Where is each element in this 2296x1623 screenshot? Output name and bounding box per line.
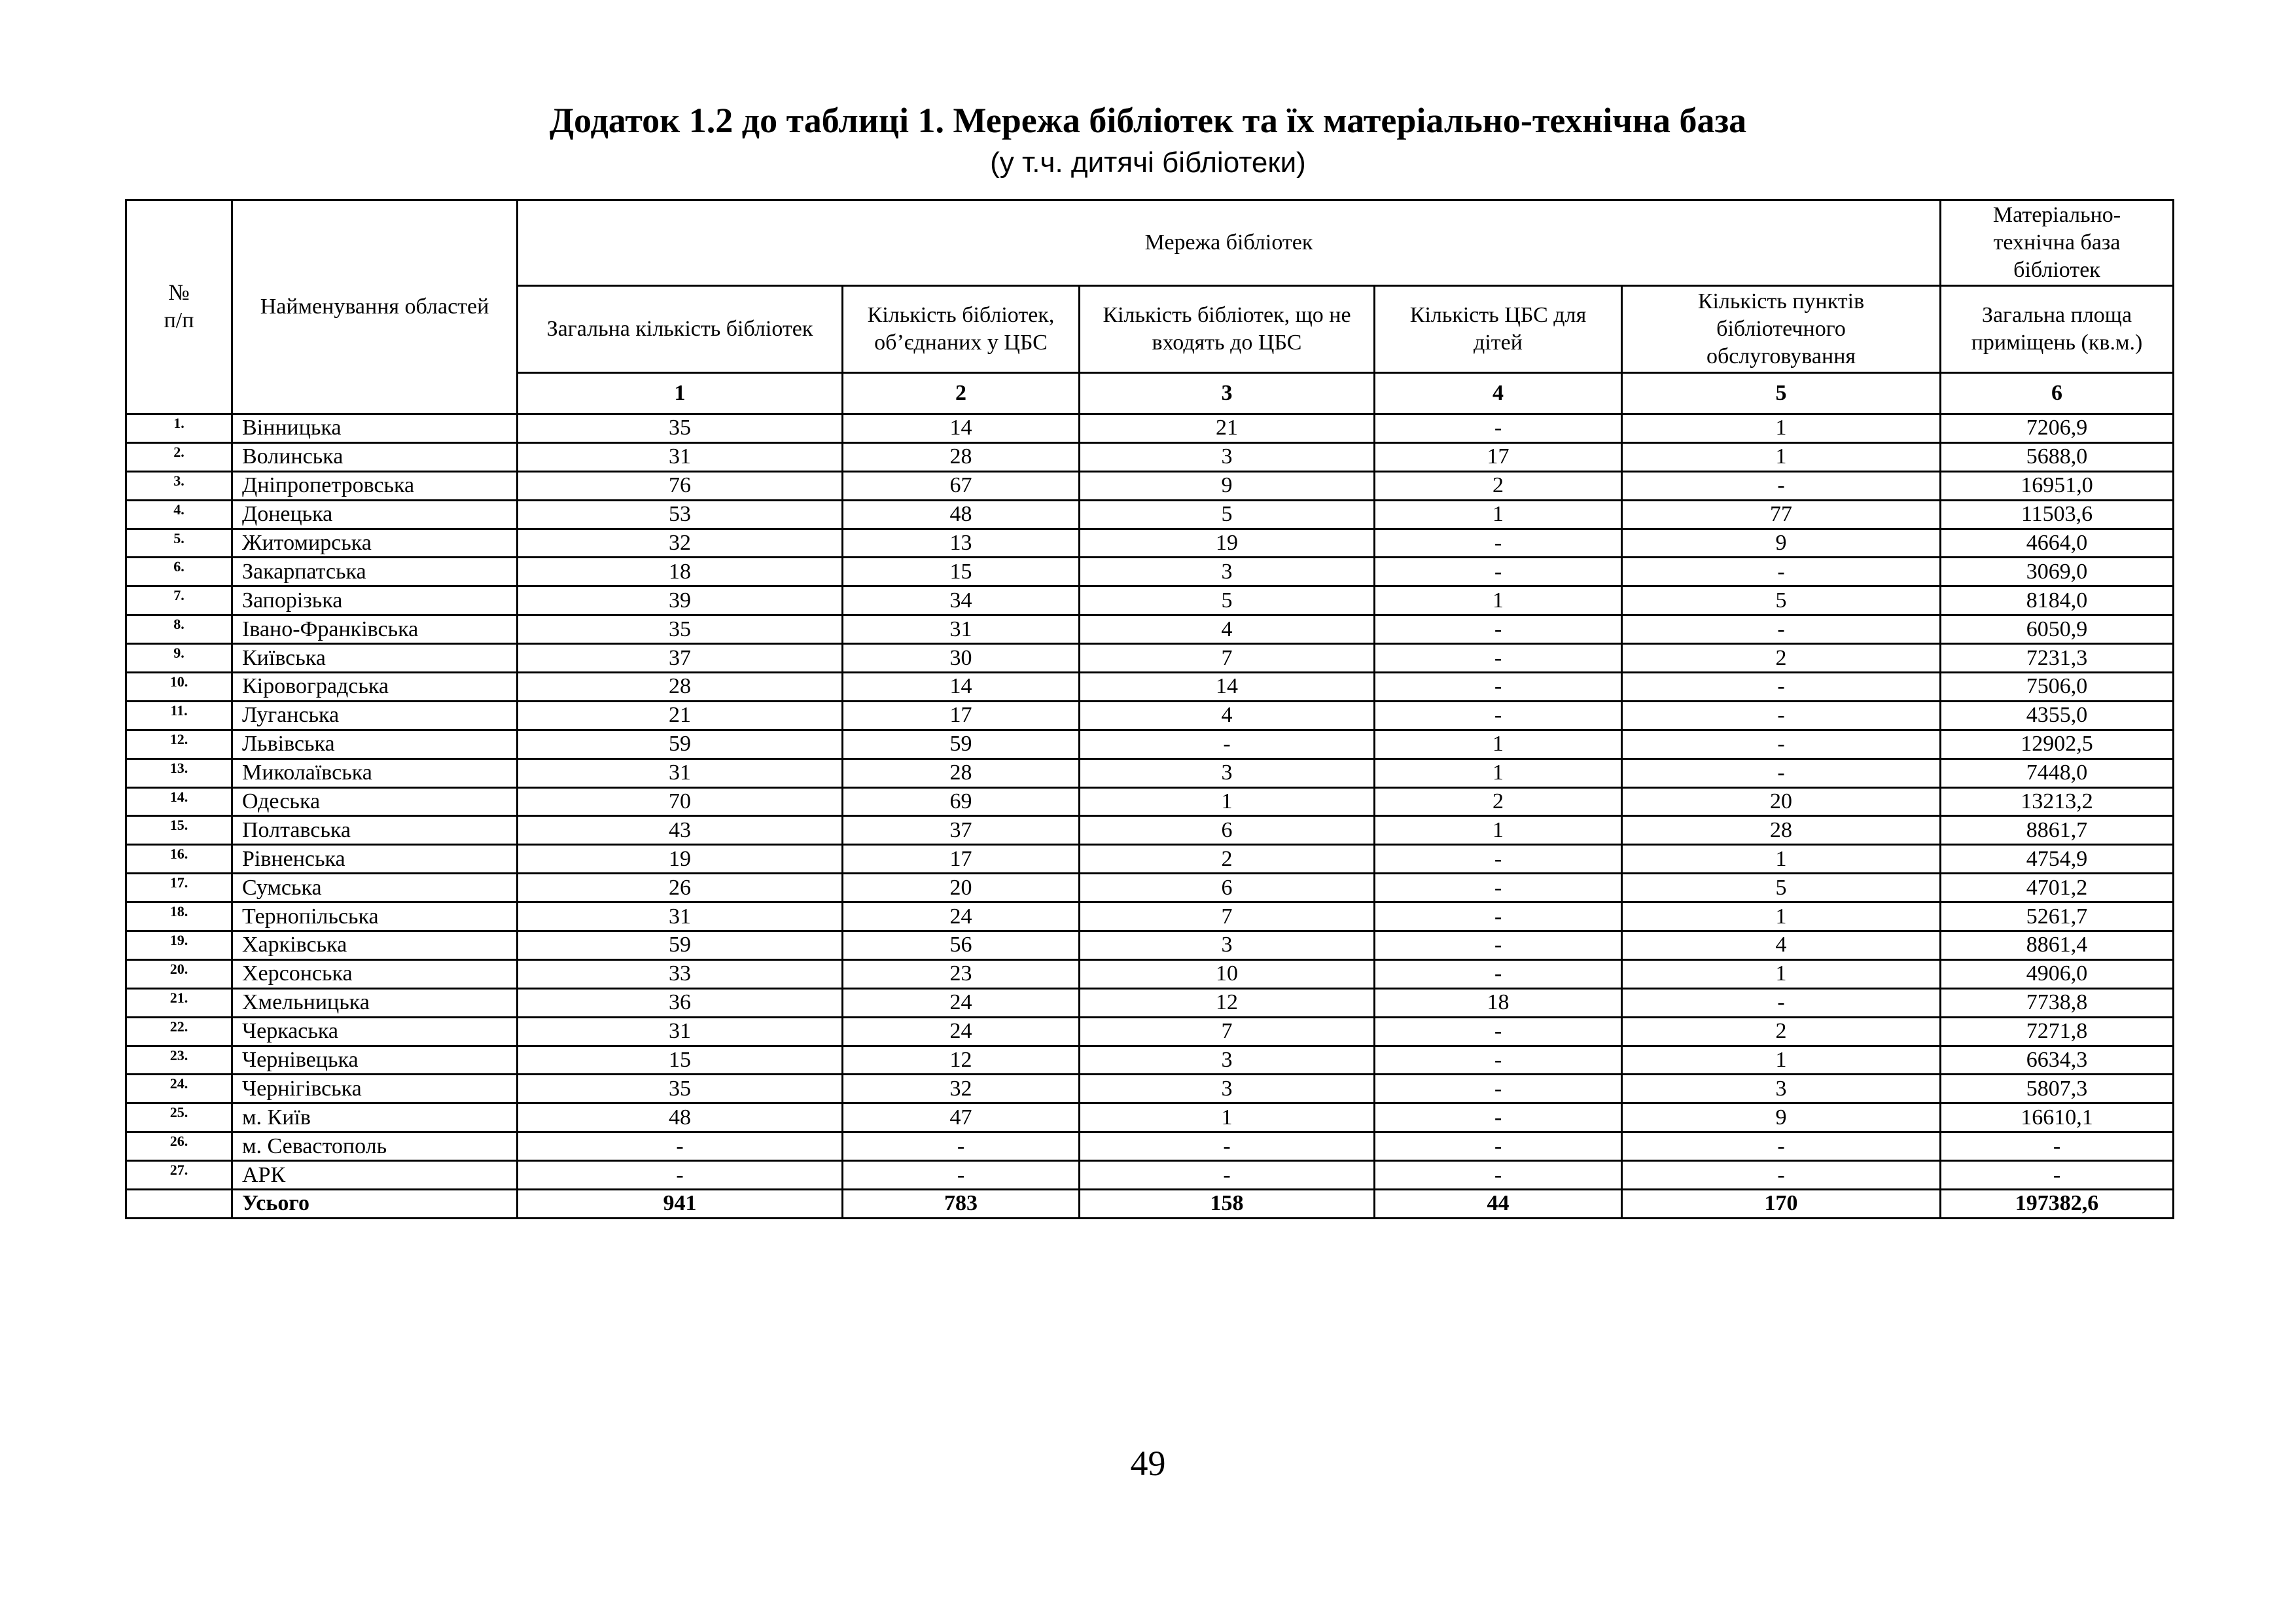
total-libraries-cell: 36 — [518, 988, 843, 1017]
libraries-in-cbs-cell: 14 — [843, 673, 1080, 702]
libraries-in-cbs-cell: 23 — [843, 959, 1080, 988]
libraries-outside-cbs-cell: 2 — [1080, 845, 1375, 874]
total-row — [126, 1190, 2174, 1219]
libraries-outside-cbs-cell: - — [1080, 730, 1375, 758]
total-libraries-cell: 70 — [518, 787, 843, 816]
table-row — [126, 730, 2174, 758]
total-libraries-cell: 31 — [518, 442, 843, 471]
row-number-cell: 25. — [126, 1103, 232, 1132]
region-name-cell: Сумська — [232, 874, 518, 902]
total-area-cell: 4754,9 — [1941, 845, 2174, 874]
total-libraries-cell: - — [518, 1161, 843, 1190]
table-row — [126, 1103, 2174, 1132]
service-points-cell: 5 — [1622, 586, 1941, 615]
row-number-cell: 3. — [126, 471, 232, 500]
table-row — [126, 758, 2174, 787]
children-cbs-cell: - — [1375, 701, 1622, 730]
row-number-cell: 13. — [126, 758, 232, 787]
row-number-cell: 20. — [126, 959, 232, 988]
service-points-cell: 1 — [1622, 845, 1941, 874]
total-area-cell: 16951,0 — [1941, 471, 2174, 500]
total-libraries-cell: 31 — [518, 758, 843, 787]
total-area-cell: 4664,0 — [1941, 529, 2174, 558]
region-name-cell: Рівненська — [232, 845, 518, 874]
libraries-outside-cbs-cell: 3 — [1080, 931, 1375, 960]
libraries-outside-cbs-cell: 6 — [1080, 874, 1375, 902]
table-row — [126, 471, 2174, 500]
service-points-cell: - — [1622, 1132, 1941, 1161]
table-row — [126, 816, 2174, 845]
service-points-cell: 9 — [1622, 529, 1941, 558]
service-points-cell: - — [1622, 471, 1941, 500]
libraries-in-cbs-cell: 47 — [843, 1103, 1080, 1132]
children-cbs-cell: 44 — [1375, 1190, 1622, 1219]
table-row — [126, 615, 2174, 644]
header-row-number: № п/п — [126, 200, 232, 414]
region-name-cell: Харківська — [232, 931, 518, 960]
total-area-cell: - — [1941, 1132, 2174, 1161]
region-name-cell: Вінницька — [232, 414, 518, 443]
table-row — [126, 1161, 2174, 1190]
total-libraries-cell: 43 — [518, 816, 843, 845]
row-number-cell: 8. — [126, 615, 232, 644]
libraries-table — [125, 199, 2174, 1219]
total-libraries-cell: 48 — [518, 1103, 843, 1132]
total-area-cell: 7206,9 — [1941, 414, 2174, 443]
children-cbs-cell: 1 — [1375, 816, 1622, 845]
region-name-cell: Закарпатська — [232, 558, 518, 586]
service-points-cell: - — [1622, 615, 1941, 644]
service-points-cell: - — [1622, 1161, 1941, 1190]
table-row — [126, 988, 2174, 1017]
row-number-cell: 4. — [126, 500, 232, 529]
region-name-cell: Кіровоградська — [232, 673, 518, 702]
libraries-in-cbs-cell: 31 — [843, 615, 1080, 644]
total-area-cell: 3069,0 — [1941, 558, 2174, 586]
total-libraries-cell: 33 — [518, 959, 843, 988]
total-libraries-cell: 37 — [518, 644, 843, 673]
total-libraries-cell: 31 — [518, 902, 843, 931]
table-row — [126, 787, 2174, 816]
service-points-cell: 2 — [1622, 644, 1941, 673]
total-libraries-cell: 35 — [518, 414, 843, 443]
total-libraries-cell: 39 — [518, 586, 843, 615]
row-number-cell: 21. — [126, 988, 232, 1017]
libraries-outside-cbs-cell: 5 — [1080, 500, 1375, 529]
row-number-cell: 22. — [126, 1017, 232, 1046]
page-number: 49 — [1130, 1444, 1166, 1483]
service-points-cell: 4 — [1622, 931, 1941, 960]
libraries-outside-cbs-cell: 14 — [1080, 673, 1375, 702]
service-points-cell: 5 — [1622, 874, 1941, 902]
libraries-in-cbs-cell: 17 — [843, 701, 1080, 730]
table-row — [126, 902, 2174, 931]
children-cbs-cell: - — [1375, 874, 1622, 902]
total-libraries-cell: 76 — [518, 471, 843, 500]
children-cbs-cell: - — [1375, 558, 1622, 586]
header-col-number-1: 1 — [518, 373, 843, 414]
table-row — [126, 414, 2174, 443]
total-area-cell: 12902,5 — [1941, 730, 2174, 758]
service-points-cell: 1 — [1622, 959, 1941, 988]
region-name-cell: Житомирська — [232, 529, 518, 558]
row-number-cell: 24. — [126, 1075, 232, 1103]
service-points-cell: - — [1622, 673, 1941, 702]
region-name-cell: Запорізька — [232, 586, 518, 615]
service-points-cell: - — [1622, 758, 1941, 787]
table-row — [126, 1046, 2174, 1075]
libraries-outside-cbs-cell: 5 — [1080, 586, 1375, 615]
libraries-outside-cbs-cell: 7 — [1080, 644, 1375, 673]
libraries-outside-cbs-cell: 3 — [1080, 1075, 1375, 1103]
children-cbs-cell: - — [1375, 902, 1622, 931]
service-points-cell: 28 — [1622, 816, 1941, 845]
total-area-cell: - — [1941, 1161, 2174, 1190]
libraries-in-cbs-cell: 59 — [843, 730, 1080, 758]
row-number-cell: 19. — [126, 931, 232, 960]
document-subtitle: (у т.ч. дитячі бібліотеки) — [990, 147, 1306, 179]
total-libraries-cell: 15 — [518, 1046, 843, 1075]
table-body — [126, 414, 2174, 1219]
header-region-name: Найменування областей — [232, 200, 518, 414]
region-name-cell: Усього — [232, 1190, 518, 1219]
children-cbs-cell: - — [1375, 1017, 1622, 1046]
service-points-cell: - — [1622, 988, 1941, 1017]
libraries-in-cbs-cell: 783 — [843, 1190, 1080, 1219]
table-row — [126, 644, 2174, 673]
libraries-in-cbs-cell: 69 — [843, 787, 1080, 816]
total-area-cell: 13213,2 — [1941, 787, 2174, 816]
libraries-in-cbs-cell: 34 — [843, 586, 1080, 615]
service-points-cell: 1 — [1622, 902, 1941, 931]
children-cbs-cell: 2 — [1375, 471, 1622, 500]
libraries-outside-cbs-cell: 21 — [1080, 414, 1375, 443]
row-number-cell: 1. — [126, 414, 232, 443]
libraries-outside-cbs-cell: - — [1080, 1132, 1375, 1161]
libraries-outside-cbs-cell: 3 — [1080, 558, 1375, 586]
libraries-outside-cbs-cell: 3 — [1080, 442, 1375, 471]
total-area-cell: 8861,4 — [1941, 931, 2174, 960]
libraries-in-cbs-cell: 15 — [843, 558, 1080, 586]
total-area-cell: 8184,0 — [1941, 586, 2174, 615]
service-points-cell: 2 — [1622, 1017, 1941, 1046]
service-points-cell: 77 — [1622, 500, 1941, 529]
region-name-cell: Донецька — [232, 500, 518, 529]
libraries-outside-cbs-cell: 1 — [1080, 787, 1375, 816]
total-area-cell: 7271,8 — [1941, 1017, 2174, 1046]
total-area-cell: 5688,0 — [1941, 442, 2174, 471]
libraries-in-cbs-cell: 24 — [843, 902, 1080, 931]
libraries-in-cbs-cell: 48 — [843, 500, 1080, 529]
header-col-number-2: 2 — [843, 373, 1080, 414]
total-libraries-cell: 59 — [518, 931, 843, 960]
header-col-libraries-outside-cbs: Кількість бібліотек, що не входять до ЦБС — [1080, 286, 1375, 373]
row-number-cell: 5. — [126, 529, 232, 558]
service-points-cell: 3 — [1622, 1075, 1941, 1103]
libraries-outside-cbs-cell: 10 — [1080, 959, 1375, 988]
region-name-cell: Львівська — [232, 730, 518, 758]
total-area-cell: 197382,6 — [1941, 1190, 2174, 1219]
table-row — [126, 500, 2174, 529]
libraries-in-cbs-cell: - — [843, 1132, 1080, 1161]
libraries-outside-cbs-cell: 4 — [1080, 615, 1375, 644]
table-row — [126, 558, 2174, 586]
libraries-in-cbs-cell: 28 — [843, 442, 1080, 471]
row-number-cell: 7. — [126, 586, 232, 615]
total-libraries-cell: 32 — [518, 529, 843, 558]
row-number-cell: 23. — [126, 1046, 232, 1075]
header-library-network: Мережа бібліотек — [518, 200, 1941, 286]
total-libraries-cell: - — [518, 1132, 843, 1161]
libraries-outside-cbs-cell: 158 — [1080, 1190, 1375, 1219]
libraries-in-cbs-cell: 30 — [843, 644, 1080, 673]
region-name-cell: Івано-Франківська — [232, 615, 518, 644]
children-cbs-cell: 17 — [1375, 442, 1622, 471]
libraries-outside-cbs-cell: 6 — [1080, 816, 1375, 845]
region-name-cell: Черкаська — [232, 1017, 518, 1046]
row-number-cell — [126, 1190, 232, 1219]
service-points-cell: 20 — [1622, 787, 1941, 816]
service-points-cell: 1 — [1622, 442, 1941, 471]
total-area-cell: 5807,3 — [1941, 1075, 2174, 1103]
region-name-cell: Чернігівська — [232, 1075, 518, 1103]
total-area-cell: 4906,0 — [1941, 959, 2174, 988]
libraries-in-cbs-cell: 13 — [843, 529, 1080, 558]
row-number-cell: 27. — [126, 1161, 232, 1190]
row-number-cell: 18. — [126, 902, 232, 931]
row-number-cell: 6. — [126, 558, 232, 586]
service-points-cell: 170 — [1622, 1190, 1941, 1219]
header-col-service-points: Кількість пунктів бібліотечного обслуговування — [1622, 286, 1941, 373]
service-points-cell: 1 — [1622, 1046, 1941, 1075]
children-cbs-cell: - — [1375, 644, 1622, 673]
total-libraries-cell: 59 — [518, 730, 843, 758]
total-libraries-cell: 18 — [518, 558, 843, 586]
row-number-cell: 12. — [126, 730, 232, 758]
total-area-cell: 8861,7 — [1941, 816, 2174, 845]
children-cbs-cell: - — [1375, 615, 1622, 644]
children-cbs-cell: - — [1375, 931, 1622, 960]
children-cbs-cell: 1 — [1375, 758, 1622, 787]
children-cbs-cell: - — [1375, 845, 1622, 874]
libraries-outside-cbs-cell: 1 — [1080, 1103, 1375, 1132]
libraries-in-cbs-cell: 28 — [843, 758, 1080, 787]
libraries-in-cbs-cell: 12 — [843, 1046, 1080, 1075]
total-area-cell: 7448,0 — [1941, 758, 2174, 787]
children-cbs-cell: - — [1375, 1103, 1622, 1132]
children-cbs-cell: 2 — [1375, 787, 1622, 816]
children-cbs-cell: - — [1375, 529, 1622, 558]
region-name-cell: Тернопільська — [232, 902, 518, 931]
table-row — [126, 529, 2174, 558]
total-libraries-cell: 19 — [518, 845, 843, 874]
service-points-cell: 1 — [1622, 414, 1941, 443]
service-points-cell: - — [1622, 558, 1941, 586]
region-name-cell: м. Київ — [232, 1103, 518, 1132]
region-name-cell: Волинська — [232, 442, 518, 471]
children-cbs-cell: - — [1375, 1132, 1622, 1161]
row-number-cell: 15. — [126, 816, 232, 845]
libraries-in-cbs-cell: - — [843, 1161, 1080, 1190]
libraries-in-cbs-cell: 14 — [843, 414, 1080, 443]
libraries-in-cbs-cell: 17 — [843, 845, 1080, 874]
region-name-cell: м. Севастополь — [232, 1132, 518, 1161]
table-row — [126, 1132, 2174, 1161]
row-number-cell: 9. — [126, 644, 232, 673]
libraries-outside-cbs-cell: 7 — [1080, 902, 1375, 931]
children-cbs-cell: - — [1375, 1075, 1622, 1103]
table-row — [126, 701, 2174, 730]
children-cbs-cell: 18 — [1375, 988, 1622, 1017]
region-name-cell: Полтавська — [232, 816, 518, 845]
service-points-cell: - — [1622, 730, 1941, 758]
table-row — [126, 931, 2174, 960]
children-cbs-cell: 1 — [1375, 500, 1622, 529]
header-col-children-cbs: Кількість ЦБС для дітей — [1375, 286, 1622, 373]
table-row — [126, 1017, 2174, 1046]
children-cbs-cell: 1 — [1375, 730, 1622, 758]
total-libraries-cell: 35 — [518, 1075, 843, 1103]
row-number-cell: 2. — [126, 442, 232, 471]
libraries-in-cbs-cell: 20 — [843, 874, 1080, 902]
total-libraries-cell: 28 — [518, 673, 843, 702]
table-row — [126, 874, 2174, 902]
header-col-number-3: 3 — [1080, 373, 1375, 414]
row-number-cell: 16. — [126, 845, 232, 874]
total-area-cell: 4701,2 — [1941, 874, 2174, 902]
region-name-cell: Миколаївська — [232, 758, 518, 787]
libraries-in-cbs-cell: 24 — [843, 1017, 1080, 1046]
header-col-libraries-in-cbs: Кількість бібліотек, об’єднаних у ЦБС — [843, 286, 1080, 373]
service-points-cell: 9 — [1622, 1103, 1941, 1132]
region-name-cell: Луганська — [232, 701, 518, 730]
libraries-outside-cbs-cell: 3 — [1080, 758, 1375, 787]
total-libraries-cell: 31 — [518, 1017, 843, 1046]
header-col-number-6: 6 — [1941, 373, 2174, 414]
header-col-number-5: 5 — [1622, 373, 1941, 414]
header-col-total-libraries: Загальна кількість бібліотек — [518, 286, 843, 373]
table-row — [126, 845, 2174, 874]
children-cbs-cell: - — [1375, 673, 1622, 702]
total-area-cell: 6050,9 — [1941, 615, 2174, 644]
libraries-in-cbs-cell: 67 — [843, 471, 1080, 500]
table-row — [126, 673, 2174, 702]
total-libraries-cell: 941 — [518, 1190, 843, 1219]
libraries-outside-cbs-cell: 3 — [1080, 1046, 1375, 1075]
region-name-cell: Дніпропетровська — [232, 471, 518, 500]
libraries-outside-cbs-cell: 19 — [1080, 529, 1375, 558]
children-cbs-cell: - — [1375, 1161, 1622, 1190]
total-area-cell: 6634,3 — [1941, 1046, 2174, 1075]
children-cbs-cell: - — [1375, 1046, 1622, 1075]
region-name-cell: Херсонська — [232, 959, 518, 988]
total-area-cell: 7738,8 — [1941, 988, 2174, 1017]
header-col-number-4: 4 — [1375, 373, 1622, 414]
libraries-outside-cbs-cell: 9 — [1080, 471, 1375, 500]
libraries-outside-cbs-cell: - — [1080, 1161, 1375, 1190]
row-number-cell: 17. — [126, 874, 232, 902]
children-cbs-cell: - — [1375, 959, 1622, 988]
libraries-outside-cbs-cell: 7 — [1080, 1017, 1375, 1046]
row-number-cell: 14. — [126, 787, 232, 816]
libraries-in-cbs-cell: 32 — [843, 1075, 1080, 1103]
children-cbs-cell: 1 — [1375, 586, 1622, 615]
libraries-outside-cbs-cell: 4 — [1080, 701, 1375, 730]
region-name-cell: Одеська — [232, 787, 518, 816]
document-title: Додаток 1.2 до таблиці 1. Мережа бібліотек та їх матеріально-технічна база — [549, 101, 1747, 140]
row-number-cell: 26. — [126, 1132, 232, 1161]
total-area-cell: 7506,0 — [1941, 673, 2174, 702]
libraries-outside-cbs-cell: 12 — [1080, 988, 1375, 1017]
header-col-total-area: Загальна площа приміщень (кв.м.) — [1941, 286, 2174, 373]
table-row — [126, 1075, 2174, 1103]
region-name-cell: Київська — [232, 644, 518, 673]
libraries-in-cbs-cell: 37 — [843, 816, 1080, 845]
header-material-base: Матеріально-технічна база бібліотек — [1941, 200, 2174, 286]
region-name-cell: Чернівецька — [232, 1046, 518, 1075]
row-number-cell: 11. — [126, 701, 232, 730]
table-row — [126, 586, 2174, 615]
total-area-cell: 7231,3 — [1941, 644, 2174, 673]
total-libraries-cell: 53 — [518, 500, 843, 529]
total-libraries-cell: 35 — [518, 615, 843, 644]
libraries-in-cbs-cell: 56 — [843, 931, 1080, 960]
table-row — [126, 959, 2174, 988]
total-area-cell: 11503,6 — [1941, 500, 2174, 529]
total-area-cell: 4355,0 — [1941, 701, 2174, 730]
total-area-cell: 16610,1 — [1941, 1103, 2174, 1132]
total-area-cell: 5261,7 — [1941, 902, 2174, 931]
service-points-cell: - — [1622, 701, 1941, 730]
row-number-cell: 10. — [126, 673, 232, 702]
total-libraries-cell: 26 — [518, 874, 843, 902]
total-libraries-cell: 21 — [518, 701, 843, 730]
table-row — [126, 442, 2174, 471]
children-cbs-cell: - — [1375, 414, 1622, 443]
libraries-in-cbs-cell: 24 — [843, 988, 1080, 1017]
region-name-cell: АРК — [232, 1161, 518, 1190]
region-name-cell: Хмельницька — [232, 988, 518, 1017]
